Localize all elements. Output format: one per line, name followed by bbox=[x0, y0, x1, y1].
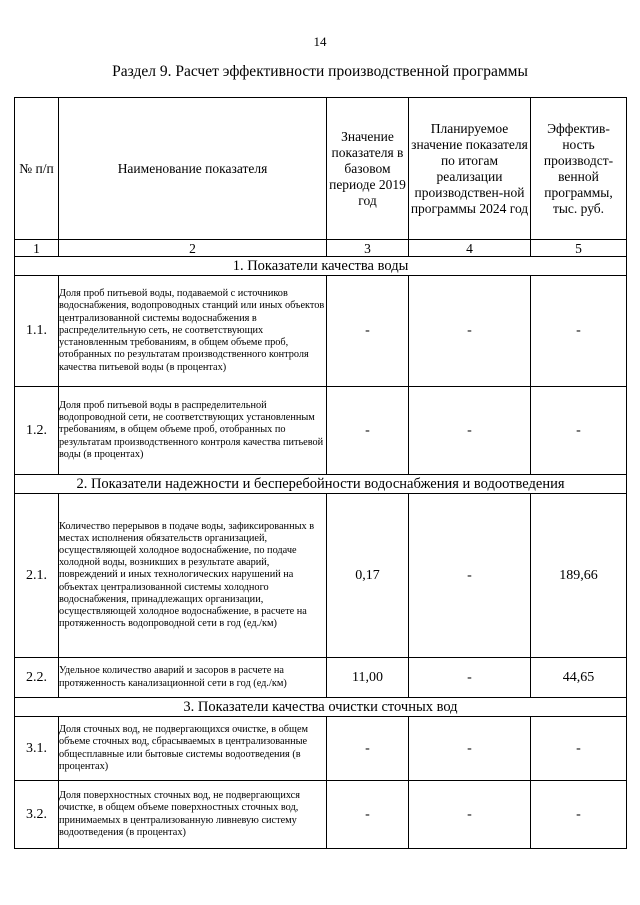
table-row bbox=[15, 658, 627, 698]
table-row bbox=[15, 717, 627, 781]
indicator-name: Доля проб питьевой воды в распределительной водопроводной сети, не соответствующих установленным требованиям, в общем объеме проб, отобранных по результатам производственного контроля качества питьевой воды (в процентах) bbox=[59, 387, 327, 475]
planned-value: - bbox=[409, 781, 531, 849]
table-row bbox=[15, 276, 627, 387]
planned-value: - bbox=[409, 494, 531, 658]
section-row bbox=[15, 698, 627, 717]
header-name: Наименование показателя bbox=[59, 98, 327, 240]
indicator-name: Доля проб питьевой воды, подаваемой с источников водоснабжения, водопроводных станций или иных объектов централизованной системы водоснабжения в распределительную сеть, не соответствующих установленным требованиям, в общем объеме проб, отобранных по результатам производственного контроля качества питьевой воды (в процентах) bbox=[59, 276, 327, 387]
table-row bbox=[15, 781, 627, 849]
table-row bbox=[15, 387, 627, 475]
column-number-row bbox=[15, 240, 627, 257]
base-value: - bbox=[327, 387, 409, 475]
column-number: 4 bbox=[409, 240, 531, 257]
planned-value: - bbox=[409, 387, 531, 475]
header-efficiency: Эффектив-ность производст-венной программы, тыс. руб. bbox=[531, 98, 627, 240]
header-row bbox=[15, 98, 627, 240]
row-number: 2.2. bbox=[15, 658, 59, 698]
column-number: 3 bbox=[327, 240, 409, 257]
base-value: 11,00 bbox=[327, 658, 409, 698]
base-value: - bbox=[327, 781, 409, 849]
base-value: 0,17 bbox=[327, 494, 409, 658]
section-title-water-quality: 1. Показатели качества воды bbox=[15, 257, 627, 276]
row-number: 1.1. bbox=[15, 276, 59, 387]
section-title-wastewater: 3. Показатели качества очистки сточных вод bbox=[15, 698, 627, 717]
indicator-name: Доля поверхностных сточных вод, не подвергающихся очистке, в общем объеме поверхностных сточных вод, принимаемых в централизованную ливневую систему водоотведения (в процентах) bbox=[59, 781, 327, 849]
column-number: 1 bbox=[15, 240, 59, 257]
indicator-name: Доля сточных вод, не подвергающихся очистке, в общем объеме сточных вод, сбрасываемых в централизованные общесплавные или бытовые системы водоотведения (в процентах) bbox=[59, 717, 327, 781]
efficiency-value: 44,65 bbox=[531, 658, 627, 698]
section-title-reliability: 2. Показатели надежности и бесперебойности водоснабжения и водоотведения bbox=[15, 475, 627, 494]
base-value: - bbox=[327, 717, 409, 781]
row-number: 1.2. bbox=[15, 387, 59, 475]
indicator-name: Удельное количество аварий и засоров в расчете на протяженность канализационной сети в год (ед./км) bbox=[59, 658, 327, 698]
planned-value: - bbox=[409, 658, 531, 698]
planned-value: - bbox=[409, 276, 531, 387]
header-base-value: Значение показателя в базовом периоде 2019 год bbox=[327, 98, 409, 240]
row-number: 3.2. bbox=[15, 781, 59, 849]
header-number: № п/п bbox=[15, 98, 59, 240]
efficiency-value: - bbox=[531, 276, 627, 387]
efficiency-value: - bbox=[531, 717, 627, 781]
column-number: 2 bbox=[59, 240, 327, 257]
page-number: 14 bbox=[313, 34, 327, 49]
row-number: 2.1. bbox=[15, 494, 59, 658]
efficiency-value: - bbox=[531, 387, 627, 475]
section-row bbox=[15, 475, 627, 494]
base-value: - bbox=[327, 276, 409, 387]
indicators-table bbox=[14, 97, 627, 849]
indicator-name: Количество перерывов в подаче воды, зафиксированных в местах исполнения обязательств организацией, осуществляющей холодное водоснабжение, по подаче холодной воды, возникших в результате аварий, повреждений и иных технологических нарушений на объектах централизованной системы холодного водоснабжения, принадлежащих организации, осуществляющей холодное водоснабжение, в расчете на протяженность водопроводной сети в год (ед./км) bbox=[59, 494, 327, 658]
efficiency-value: 189,66 bbox=[531, 494, 627, 658]
section-row bbox=[15, 257, 627, 276]
column-number: 5 bbox=[531, 240, 627, 257]
table-row bbox=[15, 494, 627, 658]
planned-value: - bbox=[409, 717, 531, 781]
header-planned-value: Планируемое значение показателя по итогам реализации производствен-ной программы 2024 год bbox=[409, 98, 531, 240]
row-number: 3.1. bbox=[15, 717, 59, 781]
efficiency-value: - bbox=[531, 781, 627, 849]
section-title: Раздел 9. Расчет эффективности производственной программы bbox=[112, 63, 528, 80]
